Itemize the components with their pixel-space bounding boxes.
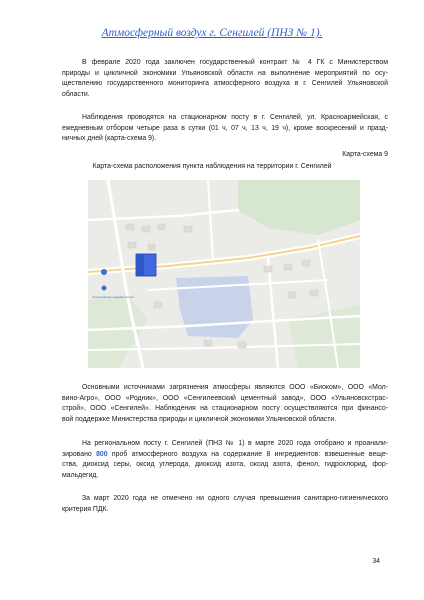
text-line: природы и цикличной экономики Ульяновской области на выполнение мероприятий по осу- xyxy=(62,69,388,77)
location-map xyxy=(88,180,360,368)
text-line: Основными источниками загрязнения атмосферы являются ООО «Биоком», ООО «Мол- xyxy=(82,384,388,391)
paragraph-sources xyxy=(62,383,388,425)
text-line: области. xyxy=(62,90,90,98)
text-line: На региональном посту г. Сенгилей (ПНЗ № 1) в марте 2020 года отобрано и проанали- xyxy=(82,440,388,447)
text-line: критерия ПДК. xyxy=(62,505,109,513)
text-line: строй», ООО «Сенгилей». Наблюдения на стационарном посту осуществляются при финансо- xyxy=(62,405,388,412)
map-drawing xyxy=(88,180,360,368)
text-line: ничных дней (карта-схема 9). xyxy=(62,135,157,142)
poi-label: Сенгилейская средняя школа xyxy=(92,295,134,299)
text-fragment: зировано xyxy=(62,450,97,458)
text-line: вино-Агро», ООО «Родник», ООО «Сенгилеевский цементный завод», ООО «Ульяновскстрас- xyxy=(62,394,388,402)
text-line: За март 2020 года не отмечено ни одного случая превышения санитарно-гигиенического xyxy=(82,495,388,502)
sample-count: 800 xyxy=(96,450,108,458)
text-line: мальдегид. xyxy=(62,471,99,479)
page-title: Атмосферный воздух г. Сенгилей (ПНЗ № 1). xyxy=(101,27,323,39)
paragraph-conclusion xyxy=(62,494,388,515)
paragraph-samples xyxy=(62,439,388,481)
poi-pin-icon xyxy=(101,269,107,275)
text-line: ществлению государственного мониторинга атмосферного воздуха в г. Сенгилей Ульяновской xyxy=(62,80,388,87)
text-line: В феврале 2020 года заключен государственный контракт № 4 ГК с Министерством xyxy=(82,59,388,66)
text-fragment: проб атмосферного воздуха на содержание 8 ингредиентов: взвешенные веще- xyxy=(107,450,388,458)
text-line: ежедневным отбором четыре раза в сутки (01 ч, 07 ч, 13 ч, 19 ч), кроме воскресений и празд- xyxy=(62,124,388,132)
text-line xyxy=(62,450,388,461)
paragraph-observations xyxy=(62,113,388,145)
map-caption: Карта-схема расположения пункта наблюдения на территории г. Сенгилей xyxy=(92,163,332,170)
text-line: Наблюдения проводятся на стационарном посту в г. Сенгилей, ул. Красноармейская, с xyxy=(82,114,388,121)
text-line: ства, диоксид серы, оксид углерода, диоксид азота, оксид азота, фенол, гидрохлорид, фор- xyxy=(62,461,388,468)
page-number: 34 xyxy=(372,558,380,565)
monitoring-post-marker-shade xyxy=(136,254,144,276)
paragraph-contract xyxy=(62,58,388,100)
poi-pin-icon xyxy=(102,286,107,291)
text-line: вой поддержке Министерства природы и цикличной экономики Ульяновской области. xyxy=(62,415,337,423)
map-reference-label: Карта-схема 9 xyxy=(342,151,388,158)
